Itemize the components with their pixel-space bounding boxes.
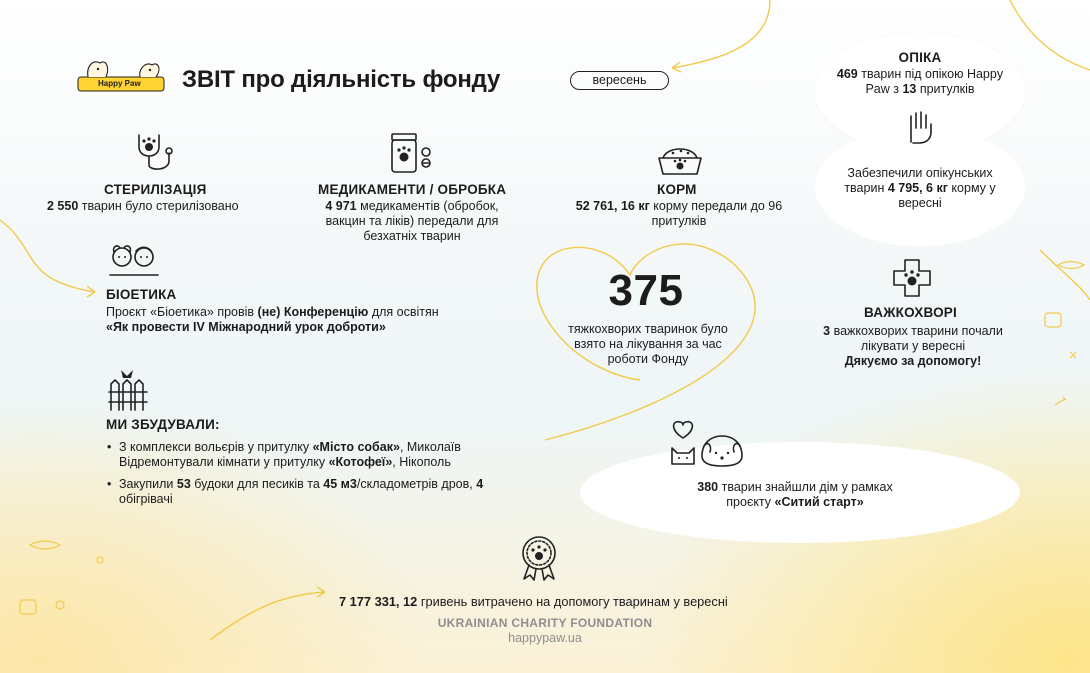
big-number-375: 375 <box>608 266 684 315</box>
adoption-text: 380 тварин знайшли дім у рамках проєкту «Ситий старт» <box>697 480 893 509</box>
sterilization-text: 2 550 тварин було стерилізовано <box>47 199 239 213</box>
medicine-title: МЕДИКАМЕНТИ / ОБРОБКА <box>318 182 507 197</box>
food-title: КОРМ <box>657 182 697 197</box>
severe-text: 3 важкохворих тварини почали лікувати у вересні Дякуємо за допомогу! <box>823 324 1003 368</box>
sterilization-title: СТЕРИЛІЗАЦІЯ <box>104 182 207 197</box>
severe-title: ВАЖКОХВОРІ <box>864 305 957 320</box>
food-bowl-icon <box>657 144 703 178</box>
house-fence-icon <box>107 368 151 412</box>
footer-site[interactable]: happypaw.ua <box>508 631 582 645</box>
logo[interactable] <box>76 55 166 95</box>
bioethics-text: Проєкт «Біоетика» провів (не) Конференцію для освітян «Як провести IV Міжнародний урок доброти» <box>106 305 439 334</box>
built-title: МИ ЗБУДУВАЛИ: <box>106 417 220 432</box>
food-text: 52 761, 16 кг корму передали до 96 притулків <box>575 199 783 228</box>
page-title: ЗВІТ про діяльність фонду <box>182 66 501 93</box>
logo-dog-icon <box>76 55 166 95</box>
total-text: 7 177 331, 12 гривень витрачено на допомогу тваринам у вересні <box>339 594 728 609</box>
children-icon <box>108 243 160 277</box>
heart-text: тяжкохворих тваринок було взято на лікування за час роботи Фонду <box>568 322 728 366</box>
month-badge[interactable]: вересень <box>570 71 669 90</box>
built-item-1: • З комплекси вольєрів у притулку «Місто собак», Миколаїв Відремонтували кімнати у притулку «Котофеї», Нікополь <box>107 440 461 469</box>
medicine-text: 4 971 медикаментів (обробок, вакцин та ліків) передали для безхатніх тварин <box>325 199 499 243</box>
built-item-2: • Закупили 53 будоки для песиків та 45 м3/складометрів дров, 4 обігрівачі <box>107 477 484 506</box>
logo-text: Happy Paw <box>98 79 141 88</box>
cat-dog-heart-icon <box>668 418 744 468</box>
medicine-jar-icon <box>390 132 436 174</box>
paw-medal-icon <box>518 535 560 581</box>
medical-cross-paw-icon <box>892 258 932 298</box>
footer-org: UKRAINIAN CHARITY FOUNDATION <box>437 616 653 630</box>
hand-icon <box>905 110 935 144</box>
opika-line2: Забезпечили опікунських тварин 4 795, 6 кг корму у вересні <box>844 166 996 210</box>
opika-line1: 469 тварин під опікою Happy Paw з 13 притулків <box>836 67 1004 96</box>
bioethics-title: БІОЕТИКА <box>106 287 177 302</box>
stethoscope-paw-icon <box>135 133 181 173</box>
opika-title: ОПІКА <box>898 50 942 65</box>
